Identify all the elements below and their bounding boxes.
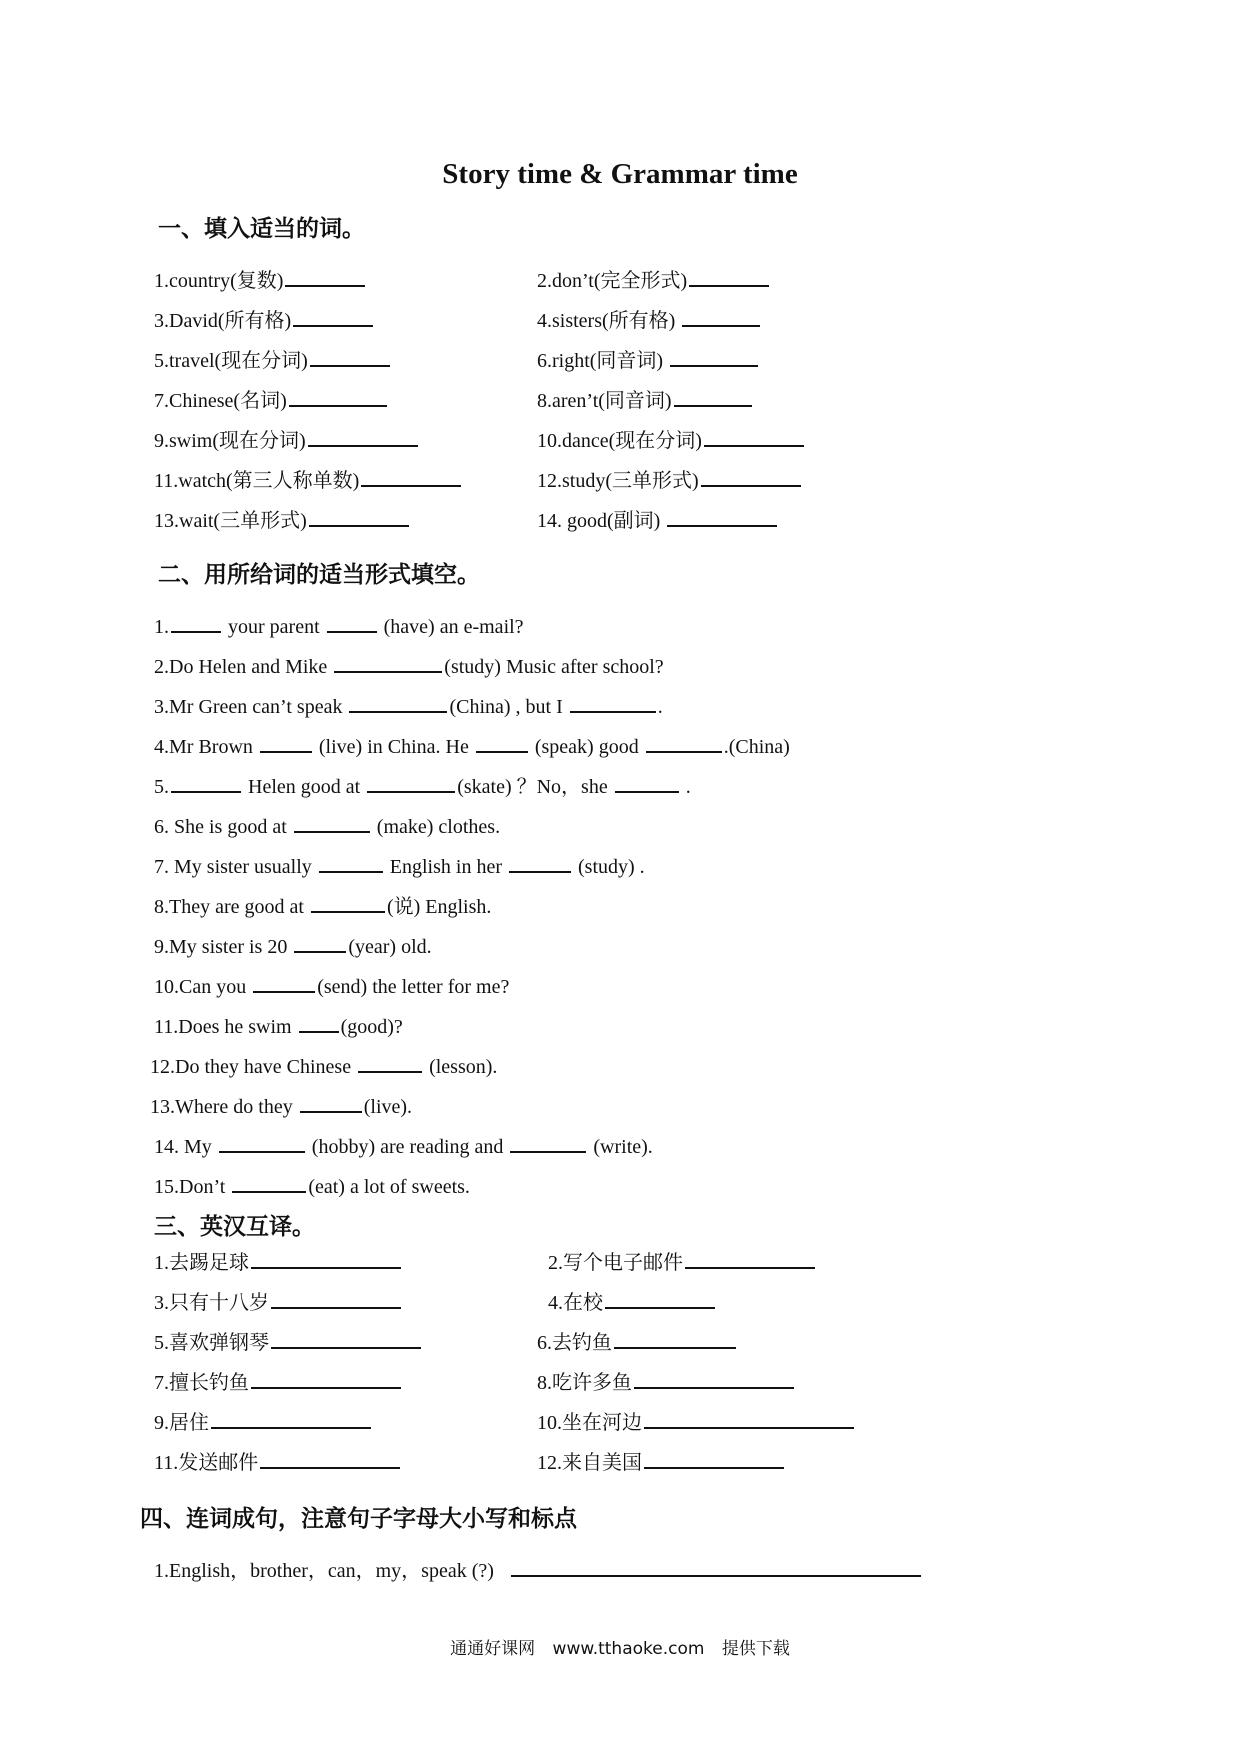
answer-blank[interactable]	[510, 1135, 586, 1153]
s3-item-9-text: 9.居住	[154, 1412, 209, 1434]
s1-item	[154, 388, 389, 414]
s2-text: (说) English.	[386, 896, 492, 918]
s3-item	[154, 1330, 423, 1356]
s1-item-14-text: 14. good(副词)	[537, 510, 661, 532]
s3-item-2-text: 2.写个电子邮件	[548, 1252, 683, 1274]
answer-blank[interactable]	[349, 695, 447, 713]
s1-item-7-text: 7.Chinese(名词)	[154, 390, 287, 412]
section-2-heading: 二、用所给词的适当形式填空。	[158, 562, 480, 588]
s3-item	[154, 1250, 403, 1276]
s2-text: (hobby) are reading and	[306, 1136, 509, 1158]
s1-item	[154, 308, 375, 334]
s3-item	[154, 1410, 373, 1436]
s2-item	[154, 694, 663, 720]
s2-text: 13.Where do they	[150, 1096, 298, 1118]
answer-blank[interactable]	[289, 389, 387, 407]
answer-blank[interactable]	[294, 935, 346, 953]
s2-item	[154, 1014, 403, 1040]
s2-text: (lesson).	[424, 1056, 498, 1078]
answer-blank[interactable]	[685, 1251, 815, 1269]
s3-item-3-text: 3.只有十八岁	[154, 1292, 269, 1314]
answer-blank[interactable]	[704, 429, 804, 447]
s2-text: English in her	[384, 856, 507, 878]
page-title: Story time & Grammar time	[442, 158, 798, 190]
s3-item	[548, 1290, 717, 1316]
answer-blank[interactable]	[570, 695, 656, 713]
s2-item	[154, 894, 491, 920]
answer-blank[interactable]	[171, 775, 241, 793]
s1-item	[154, 428, 420, 454]
s1-item-2-text: 2.don’t(完全形式)	[537, 270, 688, 292]
answer-blank[interactable]	[271, 1291, 401, 1309]
answer-blank[interactable]	[614, 1331, 736, 1349]
answer-blank[interactable]	[358, 1055, 422, 1073]
s2-item	[154, 1174, 470, 1200]
s2-text: 12.Do they have Chinese	[150, 1056, 357, 1078]
answer-blank[interactable]	[251, 1371, 401, 1389]
s2-text: .(China)	[723, 736, 790, 758]
s2-text: 1.	[154, 616, 169, 638]
answer-blank[interactable]	[670, 349, 758, 367]
s2-text: 3.Mr Green can’t speak	[154, 696, 348, 718]
answer-blank[interactable]	[211, 1411, 371, 1429]
s4-item-1-text: 1.English，brother，can，my，speak (?)	[154, 1560, 494, 1582]
s3-item	[154, 1290, 403, 1316]
s2-item	[154, 1134, 653, 1160]
s1-item-3-text: 3.David(所有格)	[154, 310, 292, 332]
answer-blank[interactable]	[476, 735, 528, 753]
answer-blank[interactable]	[308, 429, 418, 447]
s2-item	[154, 774, 691, 800]
s2-text: (eat) a lot of sweets.	[308, 1176, 470, 1198]
s1-item	[154, 268, 367, 294]
answer-blank[interactable]	[361, 469, 461, 487]
answer-blank[interactable]	[299, 1015, 339, 1033]
answer-blank[interactable]	[682, 309, 760, 327]
s3-item-10-text: 10.坐在河边	[537, 1412, 642, 1434]
s2-text: (China) , but I	[449, 696, 568, 718]
answer-blank[interactable]	[509, 855, 571, 873]
s3-item	[548, 1250, 817, 1276]
section-4-heading: 四、连词成句，注意句子字母大小写和标点	[140, 1506, 577, 1532]
s1-item	[154, 508, 411, 534]
answer-blank[interactable]	[667, 509, 777, 527]
s3-item	[537, 1330, 738, 1356]
answer-blank[interactable]	[511, 1559, 921, 1577]
s3-item	[537, 1450, 786, 1476]
s2-text: (make) clothes.	[371, 816, 501, 838]
answer-blank[interactable]	[367, 775, 455, 793]
s2-text: 6. She is good at	[154, 816, 292, 838]
s1-item-5-text: 5.travel(现在分词)	[154, 350, 308, 372]
s2-text: (live).	[363, 1096, 413, 1118]
s2-text: (speak) good	[529, 736, 644, 758]
s2-text: 8.They are good at	[154, 896, 309, 918]
s1-item	[537, 468, 803, 494]
s1-item	[154, 468, 463, 494]
answer-blank[interactable]	[327, 615, 377, 633]
s3-item-8-text: 8.吃许多鱼	[537, 1372, 632, 1394]
s3-item	[154, 1450, 402, 1476]
answer-blank[interactable]	[615, 775, 679, 793]
footer-site-name: 通通好课网	[450, 1639, 536, 1659]
s2-text: (have) an e-mail?	[378, 616, 524, 638]
s2-item	[150, 1094, 412, 1120]
s2-text: (send) the letter for me?	[317, 976, 510, 998]
s2-text: (write).	[588, 1136, 653, 1158]
s2-text: (study) .	[573, 856, 645, 878]
page-footer	[0, 1634, 1240, 1659]
s1-item-11-text: 11.watch(第三人称单数)	[154, 470, 360, 492]
s2-text: your parent	[223, 616, 325, 638]
answer-blank[interactable]	[674, 389, 752, 407]
s2-text: Helen good at	[243, 776, 366, 798]
s2-text: (live) in China. He	[313, 736, 474, 758]
footer-suffix: 提供下载	[721, 1639, 790, 1659]
answer-blank[interactable]	[309, 509, 409, 527]
s2-text: .	[680, 776, 691, 798]
answer-blank[interactable]	[260, 735, 312, 753]
s2-text: 11.Does he swim	[154, 1016, 297, 1038]
section-1-heading: 一、填入适当的词。	[158, 216, 365, 242]
s1-item	[537, 388, 754, 414]
s3-item	[537, 1370, 796, 1396]
answer-blank[interactable]	[285, 269, 365, 287]
s1-item-13-text: 13.wait(三单形式)	[154, 510, 307, 532]
answer-blank[interactable]	[300, 1095, 362, 1113]
s2-item	[154, 854, 645, 880]
s1-item-9-text: 9.swim(现在分词)	[154, 430, 306, 452]
answer-blank[interactable]	[701, 469, 801, 487]
s2-text: (good)?	[340, 1016, 403, 1038]
answer-blank[interactable]	[171, 615, 221, 633]
answer-blank[interactable]	[219, 1135, 305, 1153]
answer-blank[interactable]	[689, 269, 769, 287]
s3-item	[154, 1370, 403, 1396]
s3-item-6-text: 6.去钓鱼	[537, 1332, 612, 1354]
s3-item-11-text: 11.发送邮件	[154, 1452, 259, 1474]
s1-item-10-text: 10.dance(现在分词)	[537, 430, 702, 452]
answer-blank[interactable]	[311, 895, 385, 913]
s1-item	[537, 508, 779, 534]
s3-item-12-text: 12.来自美国	[537, 1452, 642, 1474]
answer-blank[interactable]	[634, 1371, 794, 1389]
answer-blank[interactable]	[294, 815, 370, 833]
s2-text: (study) Music after school?	[444, 656, 664, 678]
s1-item-6-text: 6.right(同音词)	[537, 350, 664, 372]
s1-item	[537, 348, 760, 374]
s2-item	[154, 974, 509, 1000]
s3-item-7-text: 7.擅长钓鱼	[154, 1372, 249, 1394]
answer-blank[interactable]	[293, 309, 373, 327]
s2-text: 7. My sister usually	[154, 856, 317, 878]
s3-item-5-text: 5.喜欢弹钢琴	[154, 1332, 269, 1354]
answer-blank[interactable]	[605, 1291, 715, 1309]
s2-item	[154, 934, 432, 960]
s2-text: (year) old.	[348, 936, 432, 958]
s1-item	[537, 428, 806, 454]
footer-url: www.tthaoke.com	[552, 1639, 705, 1659]
s3-item-1-text: 1.去踢足球	[154, 1252, 249, 1274]
s1-item-8-text: 8.aren’t(同音词)	[537, 390, 672, 412]
s1-item	[537, 308, 762, 334]
s2-item	[150, 1054, 497, 1080]
answer-blank[interactable]	[271, 1331, 421, 1349]
answer-blank[interactable]	[319, 855, 383, 873]
answer-blank[interactable]	[232, 1175, 306, 1193]
s2-text: 10.Can you	[154, 976, 252, 998]
s1-item-4-text: 4.sisters(所有格)	[537, 310, 676, 332]
s3-item	[537, 1410, 856, 1436]
s3-item-4-text: 4.在校	[548, 1292, 603, 1314]
s1-item-1-text: 1.country(复数)	[154, 270, 284, 292]
answer-blank[interactable]	[253, 975, 315, 993]
s2-text: (skate) ？No，she	[457, 776, 613, 798]
s2-text: 2.Do Helen and Mike	[154, 656, 333, 678]
answer-blank[interactable]	[260, 1451, 400, 1469]
s2-text: 14. My	[154, 1136, 217, 1158]
s2-text: 9.My sister is 20	[154, 936, 293, 958]
answer-blank[interactable]	[644, 1451, 784, 1469]
s2-text: 5.	[154, 776, 169, 798]
section-3-heading: 三、英汉互译。	[154, 1214, 315, 1240]
s2-text: 4.Mr Brown	[154, 736, 258, 758]
answer-blank[interactable]	[644, 1411, 854, 1429]
answer-blank[interactable]	[646, 735, 722, 753]
s1-item	[537, 268, 771, 294]
s2-item	[154, 654, 664, 680]
answer-blank[interactable]	[310, 349, 390, 367]
s2-item	[154, 614, 524, 640]
s2-text: .	[657, 696, 663, 718]
answer-blank[interactable]	[334, 655, 442, 673]
s4-item	[154, 1558, 923, 1584]
s2-item	[154, 734, 790, 760]
s1-item-12-text: 12.study(三单形式)	[537, 470, 699, 492]
s2-text: 15.Don’t	[154, 1176, 231, 1198]
s2-item	[154, 814, 500, 840]
answer-blank[interactable]	[251, 1251, 401, 1269]
s1-item	[154, 348, 392, 374]
